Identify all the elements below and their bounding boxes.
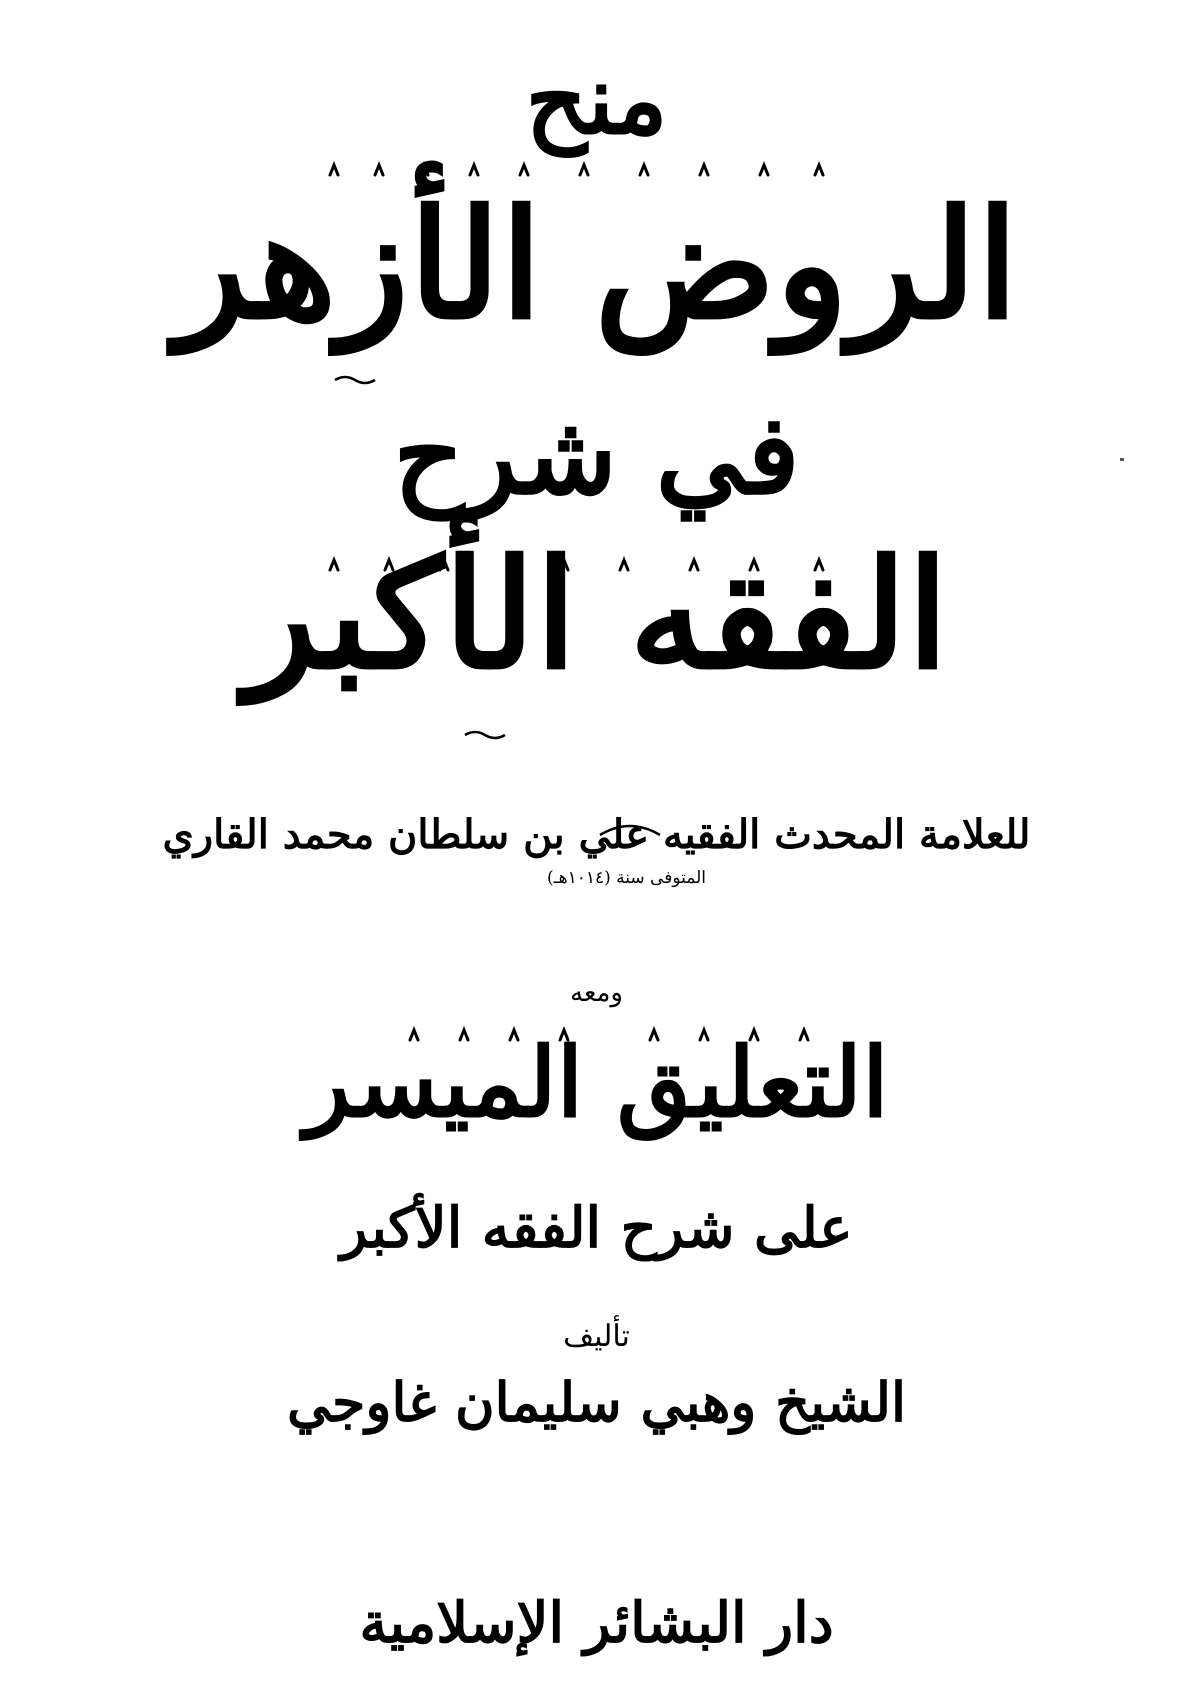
scan-speck <box>1120 458 1124 461</box>
publisher-name: دار البشائر الإسلامية <box>359 1590 834 1656</box>
title-line-1: منح <box>525 43 668 156</box>
composition-label: تأليف <box>563 1319 630 1354</box>
with-label: ومعه <box>570 978 623 1008</box>
commentary-subtitle: على شرح الفقه الأكبر <box>340 1195 853 1261</box>
title-line-3: في شرح <box>393 390 800 519</box>
title-line-4: الفقه الأكبر <box>244 527 949 703</box>
commentary-title: التعليق الميسر <box>304 1026 889 1139</box>
commentator-name: الشيخ وهبي سليمان غاوجي <box>287 1370 906 1434</box>
author-death-date: المتوفى سنة (١٠١٤هـ) <box>547 868 706 888</box>
ornament-row-1 <box>330 165 823 175</box>
author-line: للعلامة المحدث الفقيه علي بن سلطان محمد القاري <box>162 811 1031 858</box>
title-line-2: الروض الأزهر <box>174 177 1019 353</box>
